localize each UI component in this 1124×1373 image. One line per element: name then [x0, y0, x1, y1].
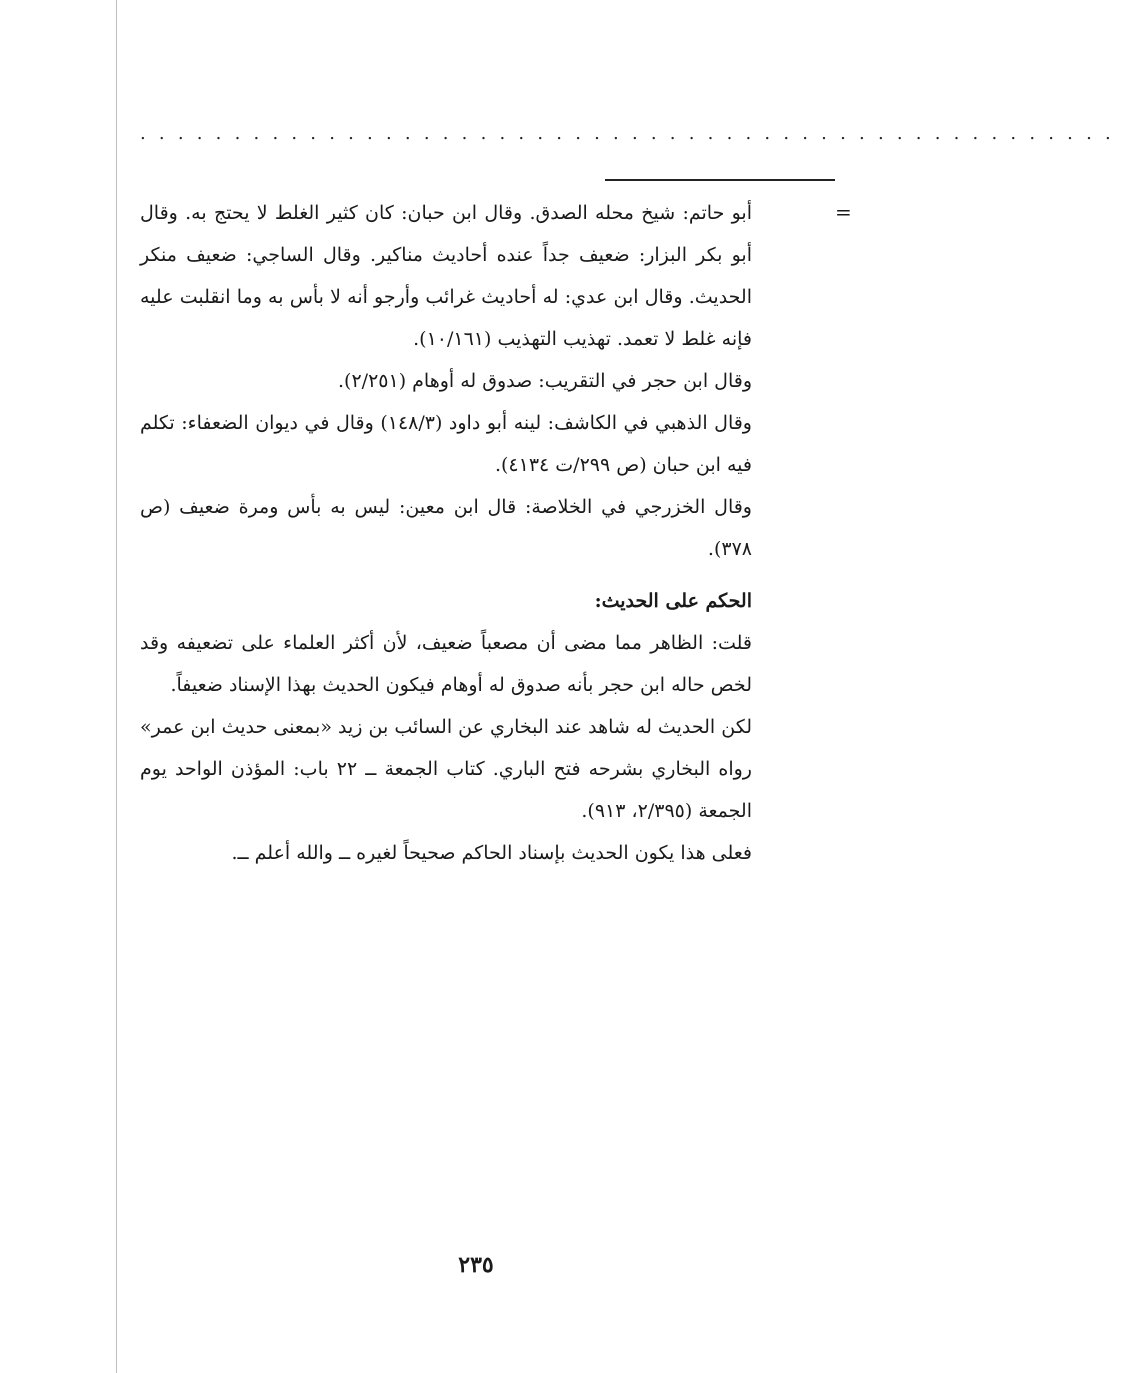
ruling-paragraph-2: لكن الحديث له شاهد عند البخاري عن السائب بن زيد «بمعنى حديث ابن عمر» رواه البخاري بشرحه فتح الباري. كتاب الجمعة ــ ٢٢ باب: المؤذن الواحد يوم الجمعة (٢/٣٩٥، ٩١٣). [140, 716, 752, 822]
footnote-paragraph-4: وقال الخزرجي في الخلاصة: قال ابن معين: ليس به بأس ومرة ضعيف (ص ٣٧٨). [140, 496, 752, 560]
footnote-paragraph-3: وقال الذهبي في الكاشف: لينه أبو داود (١٤٨/٣) وقال في ديوان الضعفاء: تكلم فيه ابن حبان (ص ٢٩٩/ت ٤١٣٤). [140, 412, 752, 476]
footnote-paragraph-2: وقال ابن حجر في التقريب: صدوق له أوهام (٢/٢٥١). [338, 370, 752, 392]
ruling-paragraph-3: فعلى هذا يكون الحديث بإسناد الحاكم صحيحاً لغيره ــ والله أعلم ــ. [231, 842, 752, 864]
continuation-mark: = [835, 200, 852, 224]
footnote-paragraph-1: أبو حاتم: شيخ محله الصدق. وقال ابن حبان: كان كثير الغلط لا يحتج به. وقال أبو بكر البزار: ضعيف جداً عنده أحاديث مناكير. وقال الساجي: ضعيف منكر الحديث. وقال ابن عدي: له أحاديث غرائب وأرجو أنه لا بأس به وما انقلبت عليه فإنه غلط لا تعمد. تهذيب التهذيب (١٠/١٦١). [140, 202, 752, 350]
page-number: ٢٣٥ [458, 1252, 494, 1278]
margin-line [116, 0, 117, 1373]
ruling-paragraph-1: قلت: الظاهر مما مضى أن مصعباً ضعيف، لأن أكثر العلماء على تضعيفه وقد لخص حاله ابن حجر بأنه صدوق له أوهام فيكون الحديث بهذا الإسناد ضعيفاً. [140, 632, 752, 696]
page-body [140, 192, 752, 874]
ruling-heading: الحكم على الحديث: [594, 590, 752, 612]
footnote-rule [605, 179, 835, 181]
dotted-separator: .................................................... [140, 123, 1124, 144]
